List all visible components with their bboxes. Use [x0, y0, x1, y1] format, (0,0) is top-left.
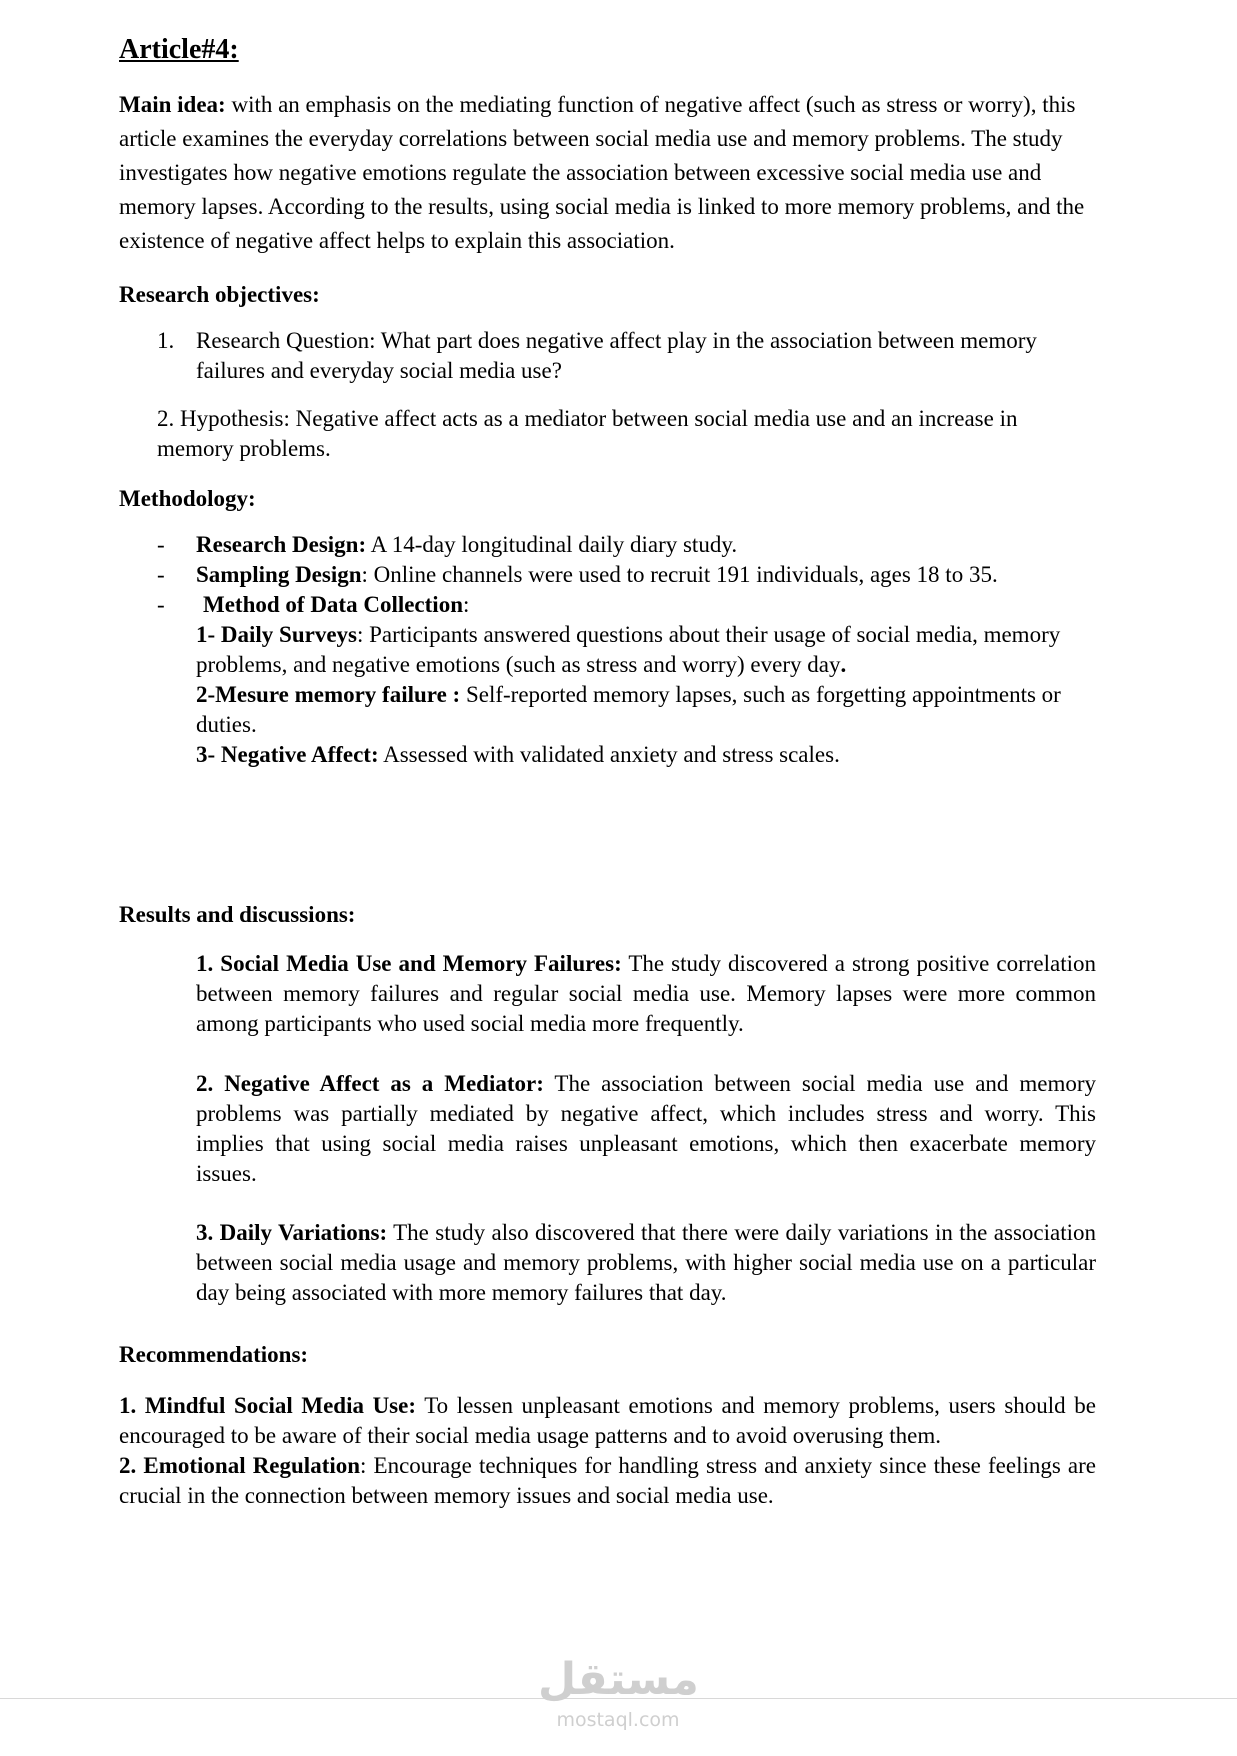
methodology-heading: Methodology:: [119, 486, 256, 511]
hypothesis-item: 2. Hypothesis: Negative affect acts as a mediator between social media use and an increase in memory problems.: [157, 406, 1018, 461]
result-2-text: The association between social media use and memory problems was partially mediated by negative affect, which includes stress and worry. This implies that using social media raises unpleasant emotions, which then exacerbate memory issues.: [196, 1071, 1097, 1186]
data-collection-label: Method of Data Collection: [203, 592, 463, 617]
list-item: [119, 1391, 1096, 1451]
watermark-logo: [538, 1655, 698, 1731]
recommendations-heading: Recommendations:: [119, 1342, 309, 1367]
main-idea-paragraph: [119, 88, 1096, 258]
list-item: [119, 590, 1096, 620]
recommendations-list: [119, 1391, 1096, 1511]
memory-failure-text: Self-reported memory lapses, such as forgetting appointments or duties.: [196, 682, 1061, 737]
list-bullet: -: [157, 562, 165, 587]
list-item: [119, 530, 1096, 560]
research-design-text: A 14-day longitudinal daily diary study.: [366, 532, 738, 557]
list-number: 1.: [157, 328, 175, 353]
methodology-list: [119, 530, 1096, 770]
recommendation-2-text: : Encourage techniques for handling stress and anxiety since these feelings are crucial in the connection between memory issues and social media use.: [119, 1453, 1096, 1508]
results-heading: Results and discussions:: [119, 902, 356, 927]
result-3-text: The study also discovered that there were daily variations in the association between social media usage and memory problems, with higher social media use on a particular day being associated with more memory failures that day.: [196, 1220, 1096, 1305]
sampling-design-text: : Online channels were used to recruit 191 individuals, ages 18 to 35.: [361, 562, 998, 587]
sampling-design-label: Sampling Design: [196, 562, 362, 587]
result-1-text: The study discovered a strong positive correlation between memory failures and regular social media use. Memory lapses were more common among participants who used social media more frequently.: [196, 951, 1096, 1036]
list-bullet: -: [157, 592, 165, 617]
result-1-label: 1. Social Media Use and Memory Failures:: [196, 951, 622, 976]
watermark-arabic: مستقل: [538, 1654, 699, 1705]
list-item: [196, 740, 1096, 770]
recommendation-2-label: 2. Emotional Regulation: [119, 1453, 361, 1478]
negative-affect-text: Assessed with validated anxiety and stress scales.: [378, 742, 840, 767]
daily-surveys-text: : Participants answered questions about their usage of social media, memory problems, and negative emotions (such as stress and worry) every day: [196, 622, 1061, 677]
daily-surveys-label: 1- Daily Surveys: [196, 622, 357, 647]
result-item-2: [196, 1069, 1096, 1189]
daily-surveys-period: .: [840, 652, 847, 677]
main-idea-text: with an emphasis on the mediating function of negative affect (such as stress or worry), this article examines the everyday correlations between social media use and memory problems. The study investigates how negative emotions regulate the association between excessive social media use and memory lapses. According to the results, using social media is linked to more memory problems, and the existence of negative affect helps to explain this association.: [119, 92, 1085, 253]
result-item-3: [196, 1218, 1096, 1308]
research-design-label: Research Design:: [196, 532, 367, 557]
list-item: [119, 560, 1096, 590]
list-item: [196, 680, 1096, 740]
negative-affect-label: 3- Negative Affect:: [196, 742, 379, 767]
data-collection-text: :: [463, 592, 470, 617]
list-item: [196, 620, 1096, 680]
research-objectives-heading: Research objectives:: [119, 282, 320, 307]
article-title: Article#4:: [119, 34, 239, 65]
result-2-label: 2. Negative Affect as a Mediator:: [196, 1071, 544, 1096]
research-question-item: [157, 326, 1096, 386]
result-3-label: 3. Daily Variations:: [196, 1220, 388, 1245]
recommendation-1-text: To lessen unpleasant emotions and memory problems, users should be encouraged to be aware of their social media usage patterns and to avoid overusing them.: [119, 1393, 1096, 1448]
memory-failure-label: 2-Mesure memory failure :: [196, 682, 461, 707]
result-item-1: [196, 949, 1096, 1039]
main-idea-label: Main idea:: [119, 92, 226, 117]
research-question-text: Research Question: What part does negative affect play in the association between memory failures and everyday social media use?: [196, 328, 1037, 383]
recommendation-1-label: 1. Mindful Social Media Use:: [119, 1393, 416, 1418]
watermark-domain: mostaql.com: [556, 1709, 680, 1731]
list-bullet: -: [157, 532, 165, 557]
list-item: [119, 1451, 1096, 1511]
